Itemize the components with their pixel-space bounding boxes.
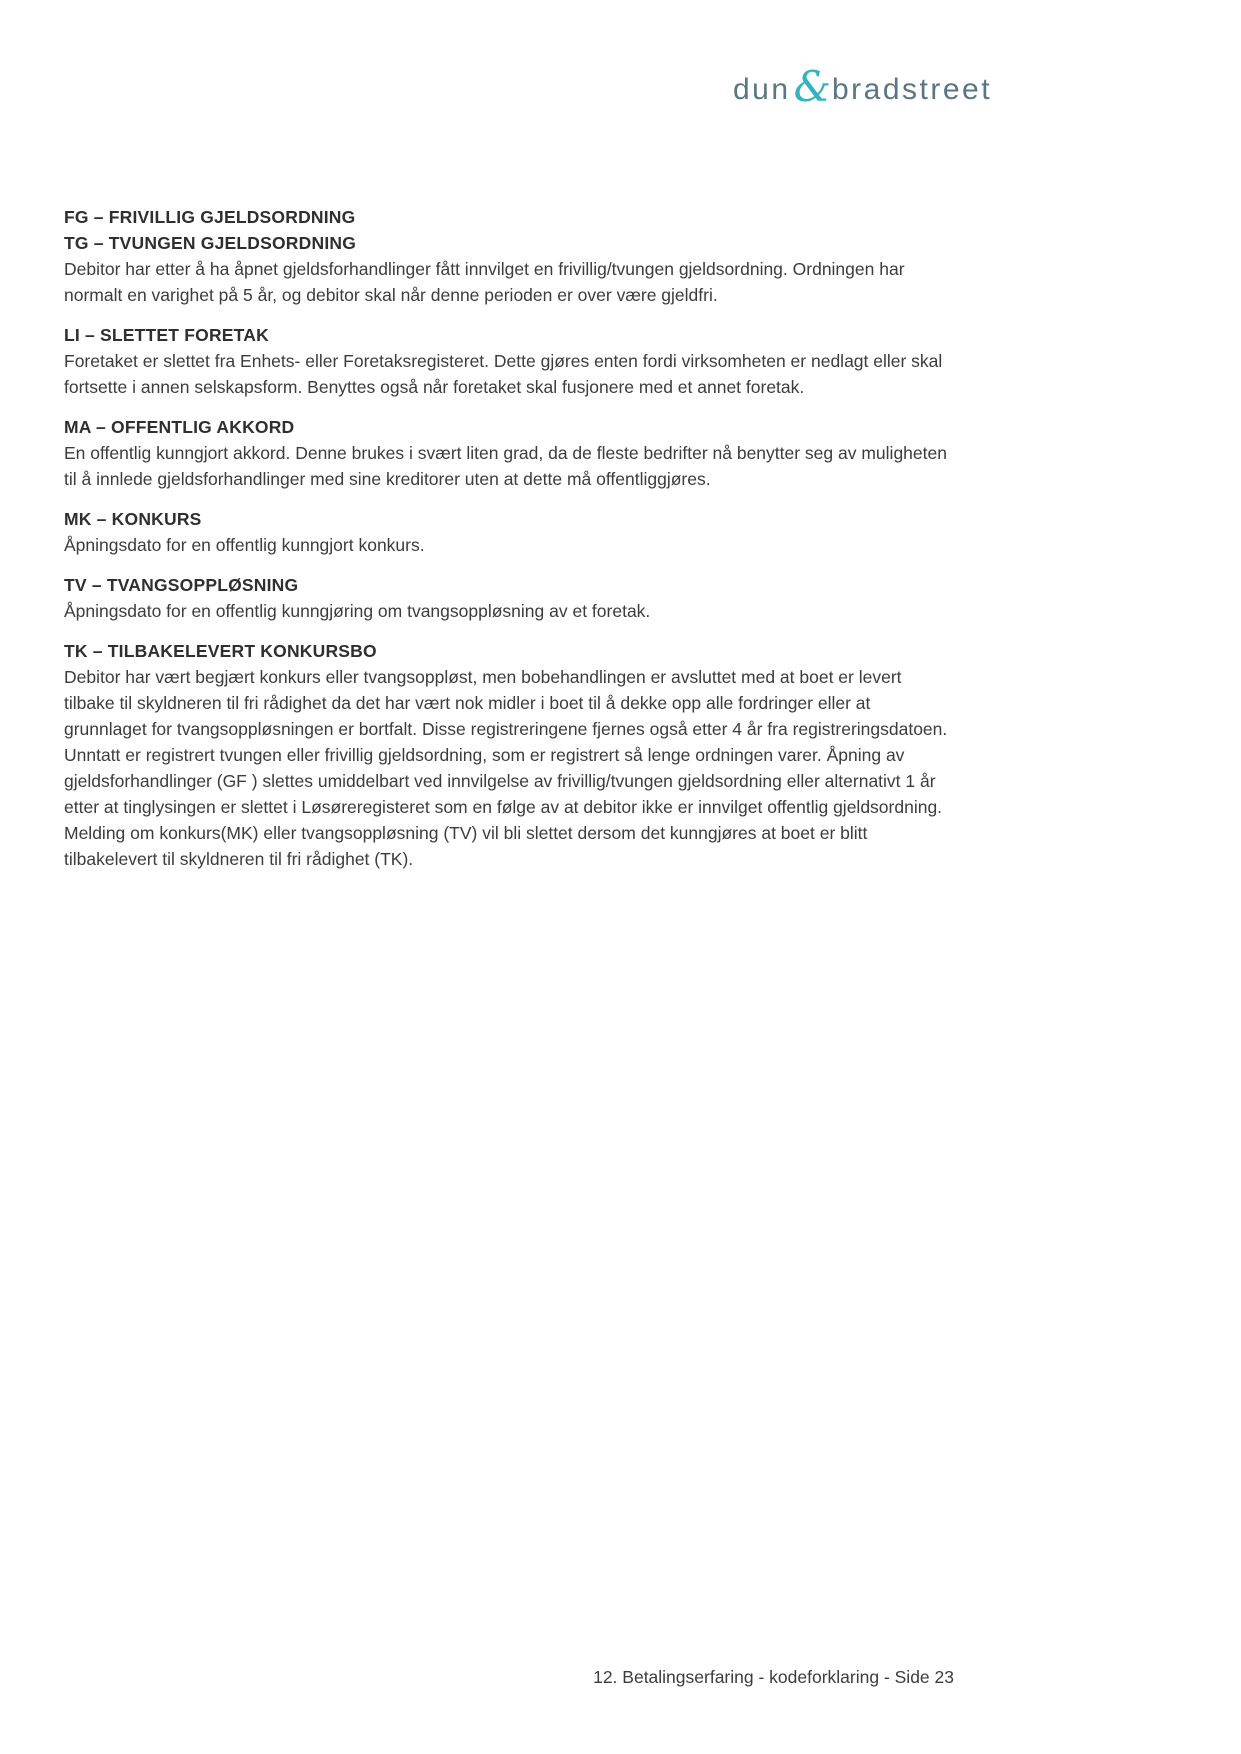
section-mk xyxy=(64,506,954,558)
section-tv xyxy=(64,572,954,624)
section-body-tk: Debitor har vært begjært konkurs eller tvangsoppløst, men bobehandlingen er avsluttet med at boet er levert tilbake til skyldneren til fri rådighet da det har vært nok midler i boet til å dekke opp alle fordringer eller at grunnlaget for tvangsoppløsningen er bortfalt. Disse registreringene fjernes også etter 4 år fra registreringsdatoen. Unntatt er registrert tvungen eller frivillig gjeldsordning, som er registrert så lenge ordningen varer. Åpning av gjeldsforhandlinger (GF ) slettes umiddelbart ved innvilgelse av frivillig/tvungen gjeldsordning eller alternativt 1 år etter at tinglysingen er slettet i Løsøreregisteret som en følge av at debitor ikke er innvilget offentlig gjeldsordning. Melding om konkurs(MK) eller tvangsoppløsning (TV) vil bli slettet dersom det kunngjøres at boet er blitt tilbakelevert til skyldneren til fri rådighet (TK). xyxy=(64,667,948,869)
dun-bradstreet-logo xyxy=(733,62,993,111)
section-body-mk: Åpningsdato for en offentlig kunngjort konkurs. xyxy=(64,535,425,555)
section-ma xyxy=(64,414,954,492)
logo-ampersand-icon: & xyxy=(793,62,831,111)
section-heading-fg: FG – FRIVILLIG GJELDSORDNING xyxy=(64,207,356,227)
logo-word-dun: dun xyxy=(733,73,791,106)
footer-text: 12. Betalingserfaring - kodeforklaring - Side 23 xyxy=(593,1667,954,1687)
section-body-fg-tg: Debitor har etter å ha åpnet gjeldsforhandlinger fått innvilget en frivillig/tvungen gjeldsordning. Ordningen har normalt en varighet på 5 år, og debitor skal når denne perioden er over være gjeldfri. xyxy=(64,259,905,305)
section-li xyxy=(64,322,954,400)
logo-word-bradstreet: bradstreet xyxy=(831,73,993,106)
section-body-ma: En offentlig kunngjort akkord. Denne brukes i svært liten grad, da de fleste bedrifter nå benytter seg av muligheten til å innlede gjeldsforhandlinger med sine kreditorer uten at dette må offentliggjøres. xyxy=(64,443,947,489)
section-body-tv: Åpningsdato for en offentlig kunngjøring om tvangsoppløsning av et foretak. xyxy=(64,601,651,621)
section-fg-tg xyxy=(64,204,954,308)
section-heading-li: LI – SLETTET FORETAK xyxy=(64,325,269,345)
section-heading-mk: MK – KONKURS xyxy=(64,509,202,529)
page-footer xyxy=(64,1664,954,1690)
document-body xyxy=(64,204,954,886)
section-tk xyxy=(64,638,954,872)
section-body-li: Foretaket er slettet fra Enhets- eller Foretaksregisteret. Dette gjøres enten fordi virksomheten er nedlagt eller skal fortsette i annen selskapsform. Benyttes også når foretaket skal fusjonere med et annet foretak. xyxy=(64,351,943,397)
section-heading-tg: TG – TVUNGEN GJELDSORDNING xyxy=(64,233,357,253)
section-heading-tk: TK – TILBAKELEVERT KONKURSBO xyxy=(64,641,377,661)
section-heading-ma: MA – OFFENTLIG AKKORD xyxy=(64,417,295,437)
section-heading-tv: TV – TVANGSOPPLØSNING xyxy=(64,575,299,595)
